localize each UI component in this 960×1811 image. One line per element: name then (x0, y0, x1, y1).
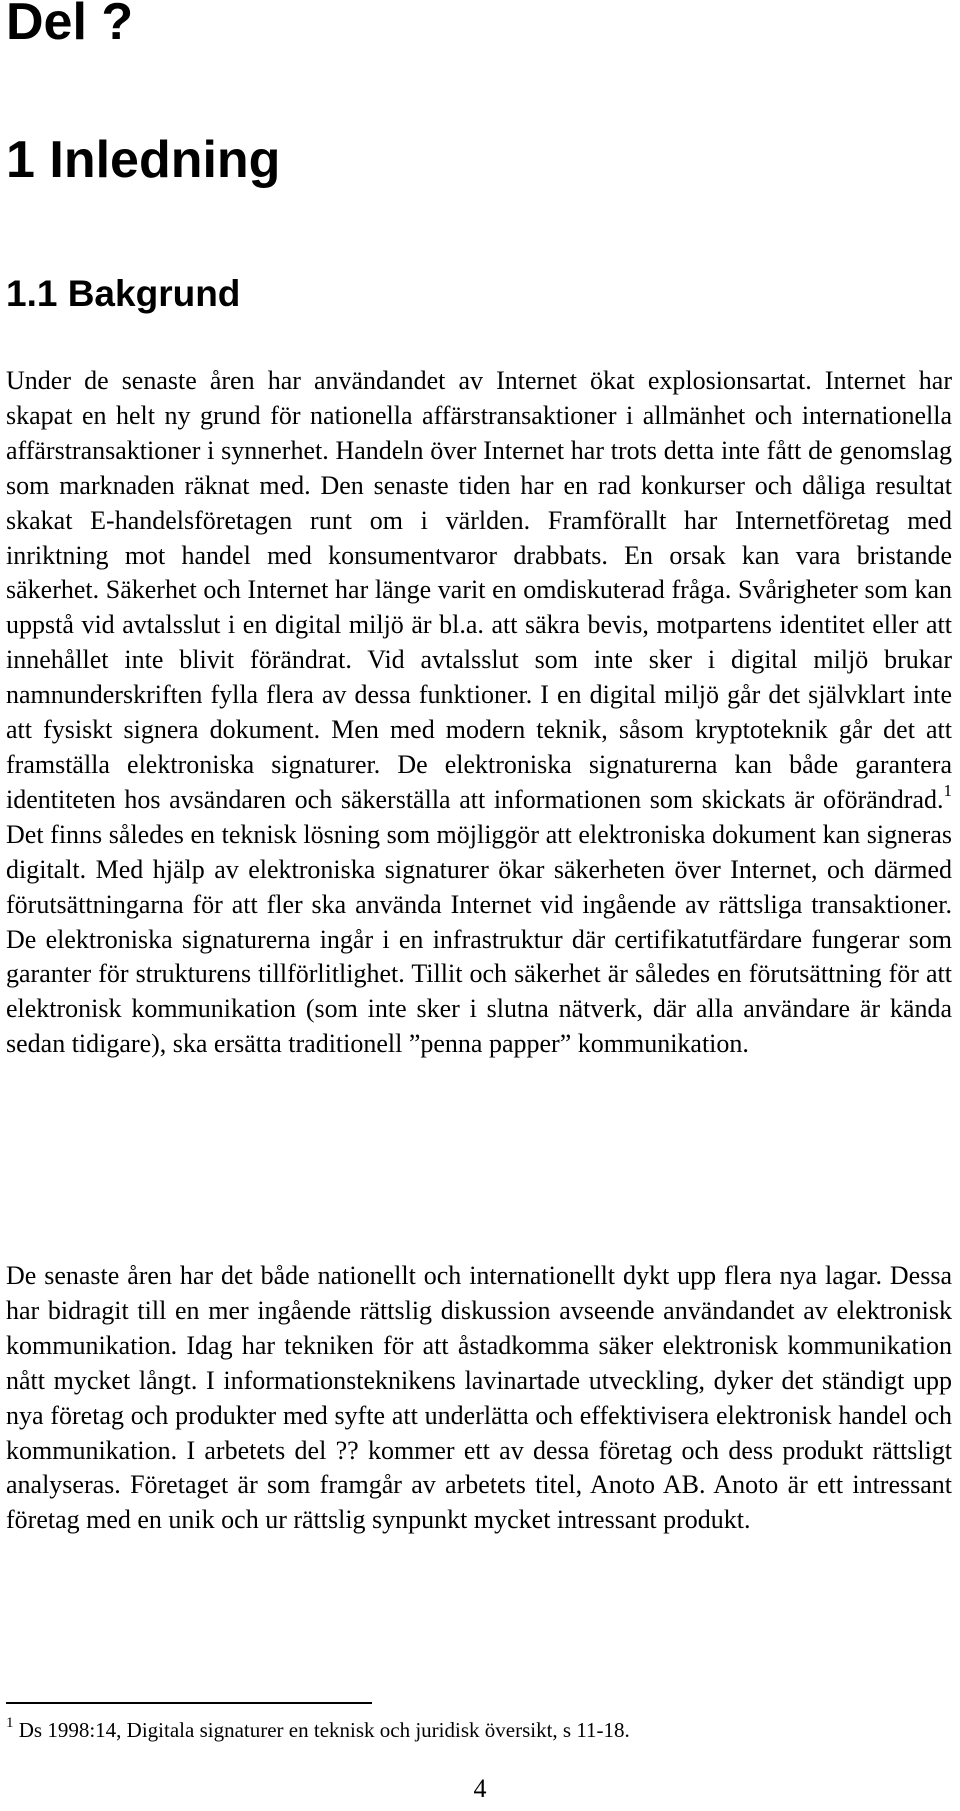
chapter-heading: 1 Inledning (6, 131, 281, 189)
body-paragraph-1 (6, 364, 952, 1062)
body-paragraph-2: De senaste åren har det både nationellt och internationellt dykt upp flera nya lagar. Dessa har bidragit till en mer ingående rättslig diskussion avseende användandet av elektronisk kommunikation. Idag har tekniken för att åstadkomma säker elektronisk kommunikation nått mycket långt. I informationsteknikens lavinartade utveckling, dyker det ständigt upp nya företag och produkter med syfte att underlätta och effektivisera elektronisk handel och kommunikation. I arbetets del ?? kommer ett av dessa företag och dess produkt rättsligt analyseras. Företaget är som framgår av arbetets titel, Anoto AB. Anoto är ett intressant företag med en unik och ur rättslig synpunkt mycket intressant produkt. (6, 1261, 952, 1535)
paragraph-1-text-b: Det finns således en teknisk lösning som möjliggör att elektroniska dokument kan signeras digitalt. Med hjälp av elektroniska signaturer ökar säkerheten över Internet, och därmed förutsättningarna för att fler ska använda Internet vid ingående av rättsliga transaktioner. De elektroniska signaturerna ingår i en infrastruktur där certifikatutfärdare fungerar som garanter för strukturens tillförlitlighet. Tillit och säkerhet är således en förutsättning för att elektronisk kommunikation (som inte sker i slutna nätverk, där alla användare är kända sedan tidigare), ska ersätta traditionell ”penna papper” kommunikation. (6, 819, 952, 1059)
footnote-separator (6, 1702, 372, 1704)
footnote-reference: 1 (943, 781, 952, 801)
footnote (6, 1716, 630, 1744)
section-heading: 1.1 Bakgrund (6, 273, 241, 314)
footnote-text: Ds 1998:14, Digitala signaturer en teknisk och juridisk översikt, s 11-18. (13, 1718, 630, 1742)
page-number: 4 (473, 1774, 487, 1803)
footnote-marker: 1 (6, 1715, 14, 1731)
part-heading: Del ? (6, 0, 134, 51)
paragraph-1-text-a: Under de senaste åren har användandet av Internet ökat explosionsartat. Internet har skapat en helt ny grund för nationella affärstransaktioner i allmänhet och internationella affärstransaktioner i synnerhet. Handeln över Internet har trots detta inte fått de genomslag som marknaden räknat med. Den senaste tiden har en rad konkurser och dåliga resultat skakat E-handelsföretagen runt om i världen. Framförallt har Internetföretag med inriktning mot handel med konsumentvaror drabbats. En orsak kan vara bristande säkerhet. Säkerhet och Internet har länge varit en omdiskuterad fråga. Svårigheter som kan uppstå vid avtalsslut i en digital miljö är bl.a. att säkra bevis, motpartens identitet eller att innehållet inte blivit förändrat. Vid avtalsslut som inte sker i digital miljö brukar namnunderskriften fylla flera av dessa funktioner. I en digital miljö går det självklart inte att fysiskt signera dokument. Men med modern teknik, såsom kryptoteknik går det att framställa elektroniska signaturer. De elektroniska signaturerna kan både garantera identiteten hos avsändaren och säkerställa att informationen som skickats är oförändrad. (6, 366, 952, 814)
